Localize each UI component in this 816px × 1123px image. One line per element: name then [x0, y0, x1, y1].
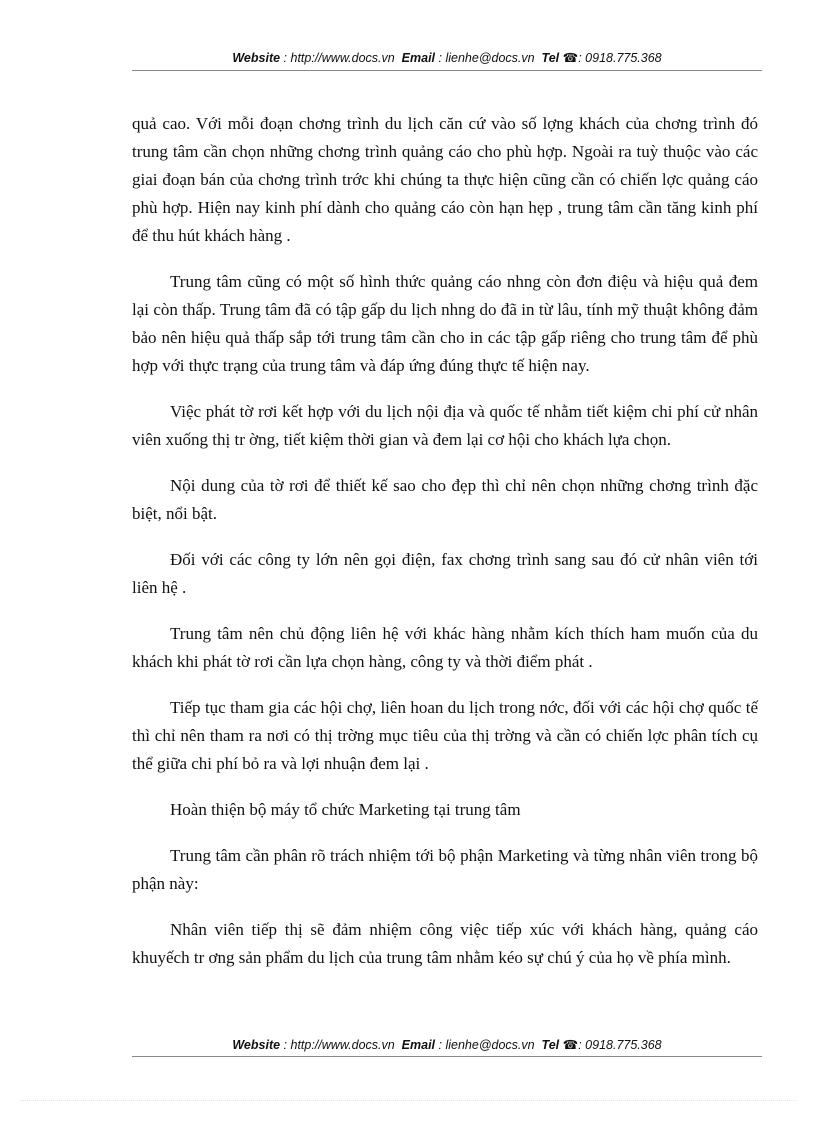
tel-label: Tel: [541, 51, 560, 65]
website-value: : http://www.docs.vn: [283, 51, 395, 65]
paragraph-2: Trung tâm cũng có một số hình thức quảng cáo nhng còn đơn điệu và hiệu quả đem lại còn thấp. Trung tâm đã có tập gấp du lịch nhng do đã in từ lâu, tính mỹ thuật không đảm bảo nên hiệu quả thấp sắp tới trung tâm cần cho in các tập gấp riêng cho trung tâm để phù hợp với thực trạng của trung tâm và đáp ứng đúng thực tế hiện nay.: [132, 272, 758, 375]
tel-value: : 0918.775.368: [578, 51, 662, 65]
header-divider: [132, 70, 762, 71]
email-label: Email: [401, 1038, 436, 1052]
website-label: Website: [232, 1038, 281, 1052]
tel-value: : 0918.775.368: [578, 1038, 662, 1052]
page-edge-divider: [20, 1100, 796, 1101]
website-label: Website: [232, 51, 281, 65]
phone-icon: ☎: [562, 51, 579, 65]
email-value: : lienhe@docs.vn: [438, 51, 535, 65]
document-body: [132, 110, 758, 990]
paragraph-9: Nhân viên tiếp thị sẽ đảm nhiệm công việc tiếp xúc với khách hàng, quảng cáo khuyếch tr ơng sản phẩm du lịch của trung tâm nhằm kéo sự chú ý của họ về phía mình.: [132, 920, 758, 967]
paragraph-4: Nội dung của tờ rơi để thiết kế sao cho đẹp thì chỉ nên chọn những chơng trình đặc biệt, nổi bật.: [132, 476, 758, 523]
paragraph-7: Tiếp tục tham gia các hội chợ, liên hoan du lịch trong nớc, đối với các hội chợ quốc tế thì chỉ nên tham ra nơi có thị trờng mục tiêu của thị trờng và cần có chiến lợc phân tích cụ thể giữa chi phí bỏ ra và lợi nhuận đem lại .: [132, 698, 758, 773]
website-value: : http://www.docs.vn: [283, 1038, 395, 1052]
email-value: : lienhe@docs.vn: [438, 1038, 535, 1052]
phone-icon: ☎: [562, 1038, 579, 1052]
page-header: [132, 50, 762, 65]
paragraph-8: Trung tâm cần phân rõ trách nhiệm tới bộ phận Marketing và từng nhân viên trong bộ phận này:: [132, 846, 758, 893]
paragraph-3: Việc phát tờ rơi kết hợp với du lịch nội địa và quốc tế nhằm tiết kiệm chi phí cử nhân viên xuống thị tr ờng, tiết kiệm thời gian và đem lại cơ hội cho khách lựa chọn.: [132, 402, 758, 449]
tel-label: Tel: [541, 1038, 560, 1052]
paragraph-1: quả cao. Với mỗi đoạn chơng trình du lịch căn cứ vào số lợng khách của chơng trình đó trung tâm cần chọn những chơng trình quảng cáo cho phù hợp. Ngoài ra tuỳ thuộc vào các giai đoạn bán của chơng trình trớc khi chúng ta thực hiện cũng cần có chiến lợc quảng cáo phù hợp. Hiện nay kinh phí dành cho quảng cáo còn hạn hẹp , trung tâm cần tăng kinh phí để thu hút khách hàng .: [132, 114, 758, 245]
paragraph-5: Đối với các công ty lớn nên gọi điện, fax chơng trình sang sau đó cử nhân viên tới liên hệ .: [132, 550, 758, 597]
paragraph-6: Trung tâm nên chủ động liên hệ với khác hàng nhằm kích thích ham muốn của du khách khi phát tờ rơi cần lựa chọn hàng, công ty và thời điểm phát .: [132, 624, 758, 671]
section-heading: Hoàn thiện bộ máy tổ chức Marketing tại trung tâm: [170, 800, 521, 819]
email-label: Email: [401, 51, 436, 65]
footer-divider: [132, 1056, 762, 1057]
page-footer: [132, 1037, 762, 1052]
